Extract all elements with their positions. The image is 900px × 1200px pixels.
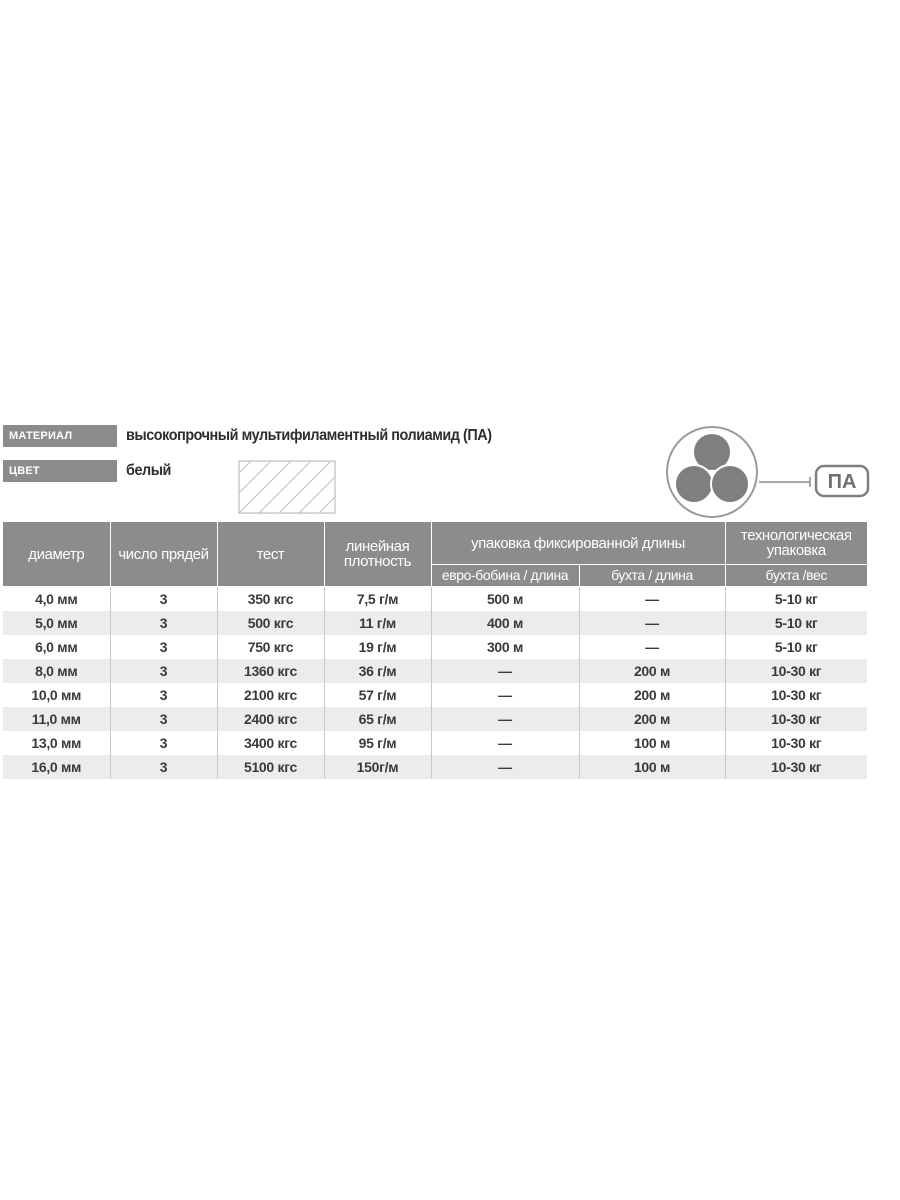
cell-density: 95 г/м (324, 731, 431, 755)
table-row (3, 659, 867, 683)
strand-left-icon (675, 465, 713, 503)
header-euro-spool: евро-бобина / длина (431, 565, 579, 587)
white-color-swatch (238, 460, 336, 514)
cell-euro: — (431, 755, 579, 779)
header-tech-pack: технологическая упаковка (725, 522, 867, 565)
header-strands: число прядей (110, 522, 217, 587)
header-coil-length: бухта / длина (579, 565, 725, 587)
cell-coil: 200 м (579, 659, 725, 683)
cell-test: 750 кгс (217, 635, 324, 659)
table-row (3, 707, 867, 731)
header-coil-weight: бухта /вес (725, 565, 867, 587)
cell-tech: 10-30 кг (725, 755, 867, 779)
cell-euro: — (431, 659, 579, 683)
table-row (3, 587, 867, 612)
cell-strands: 3 (110, 587, 217, 612)
cell-test: 500 кгс (217, 611, 324, 635)
three-strand-logo (664, 424, 874, 524)
cell-strands: 3 (110, 707, 217, 731)
cell-test: 5100 кгс (217, 755, 324, 779)
cell-coil: — (579, 635, 725, 659)
pa-badge-text: ПА (827, 471, 857, 493)
cell-density: 65 г/м (324, 707, 431, 731)
header-diameter: диаметр (3, 522, 110, 587)
cell-tech: 10-30 кг (725, 707, 867, 731)
cell-coil: — (579, 587, 725, 612)
cell-test: 3400 кгс (217, 731, 324, 755)
material-value: высокопрочный мультифиламентный полиамид (ПА) (126, 427, 492, 444)
cell-tech: 5-10 кг (725, 587, 867, 612)
cell-test: 2100 кгс (217, 683, 324, 707)
cell-diameter: 5,0 мм (3, 611, 110, 635)
cell-tech: 10-30 кг (725, 731, 867, 755)
cell-diameter: 13,0 мм (3, 731, 110, 755)
color-row (3, 460, 176, 482)
cell-test: 2400 кгс (217, 707, 324, 731)
material-row (3, 425, 532, 447)
cell-coil: 200 м (579, 683, 725, 707)
cell-tech: 5-10 кг (725, 635, 867, 659)
cell-density: 19 г/м (324, 635, 431, 659)
header-fixed-pack: упаковка фиксированной длины (431, 522, 725, 565)
cell-density: 11 г/м (324, 611, 431, 635)
cell-strands: 3 (110, 659, 217, 683)
cell-strands: 3 (110, 755, 217, 779)
cell-strands: 3 (110, 731, 217, 755)
cell-euro: 400 м (431, 611, 579, 635)
table-row (3, 635, 867, 659)
cell-euro: — (431, 731, 579, 755)
cell-diameter: 10,0 мм (3, 683, 110, 707)
table-row (3, 731, 867, 755)
cell-euro: — (431, 683, 579, 707)
cell-test: 350 кгс (217, 587, 324, 612)
cell-tech: 10-30 кг (725, 659, 867, 683)
header-density: линейная плотность (324, 522, 431, 587)
cell-strands: 3 (110, 635, 217, 659)
table-row (3, 755, 867, 779)
cell-diameter: 6,0 мм (3, 635, 110, 659)
header-test: тест (217, 522, 324, 587)
strand-right-icon (711, 465, 749, 503)
cell-density: 150г/м (324, 755, 431, 779)
cell-tech: 10-30 кг (725, 683, 867, 707)
cell-density: 57 г/м (324, 683, 431, 707)
specs-table (3, 522, 867, 779)
cell-coil: 100 м (579, 755, 725, 779)
cell-euro: 300 м (431, 635, 579, 659)
cell-coil: 200 м (579, 707, 725, 731)
cell-coil: 100 м (579, 731, 725, 755)
table-row (3, 683, 867, 707)
cell-density: 36 г/м (324, 659, 431, 683)
color-value: белый (126, 462, 171, 479)
cell-strands: 3 (110, 611, 217, 635)
cell-euro: 500 м (431, 587, 579, 612)
cell-density: 7,5 г/м (324, 587, 431, 612)
material-label: МАТЕРИАЛ (3, 425, 117, 447)
cell-diameter: 8,0 мм (3, 659, 110, 683)
cell-diameter: 4,0 мм (3, 587, 110, 612)
color-label: ЦВЕТ (3, 460, 117, 482)
cell-euro: — (431, 707, 579, 731)
cell-diameter: 16,0 мм (3, 755, 110, 779)
cell-diameter: 11,0 мм (3, 707, 110, 731)
cell-coil: — (579, 611, 725, 635)
table-row (3, 611, 867, 635)
cell-test: 1360 кгс (217, 659, 324, 683)
cell-strands: 3 (110, 683, 217, 707)
cell-tech: 5-10 кг (725, 611, 867, 635)
